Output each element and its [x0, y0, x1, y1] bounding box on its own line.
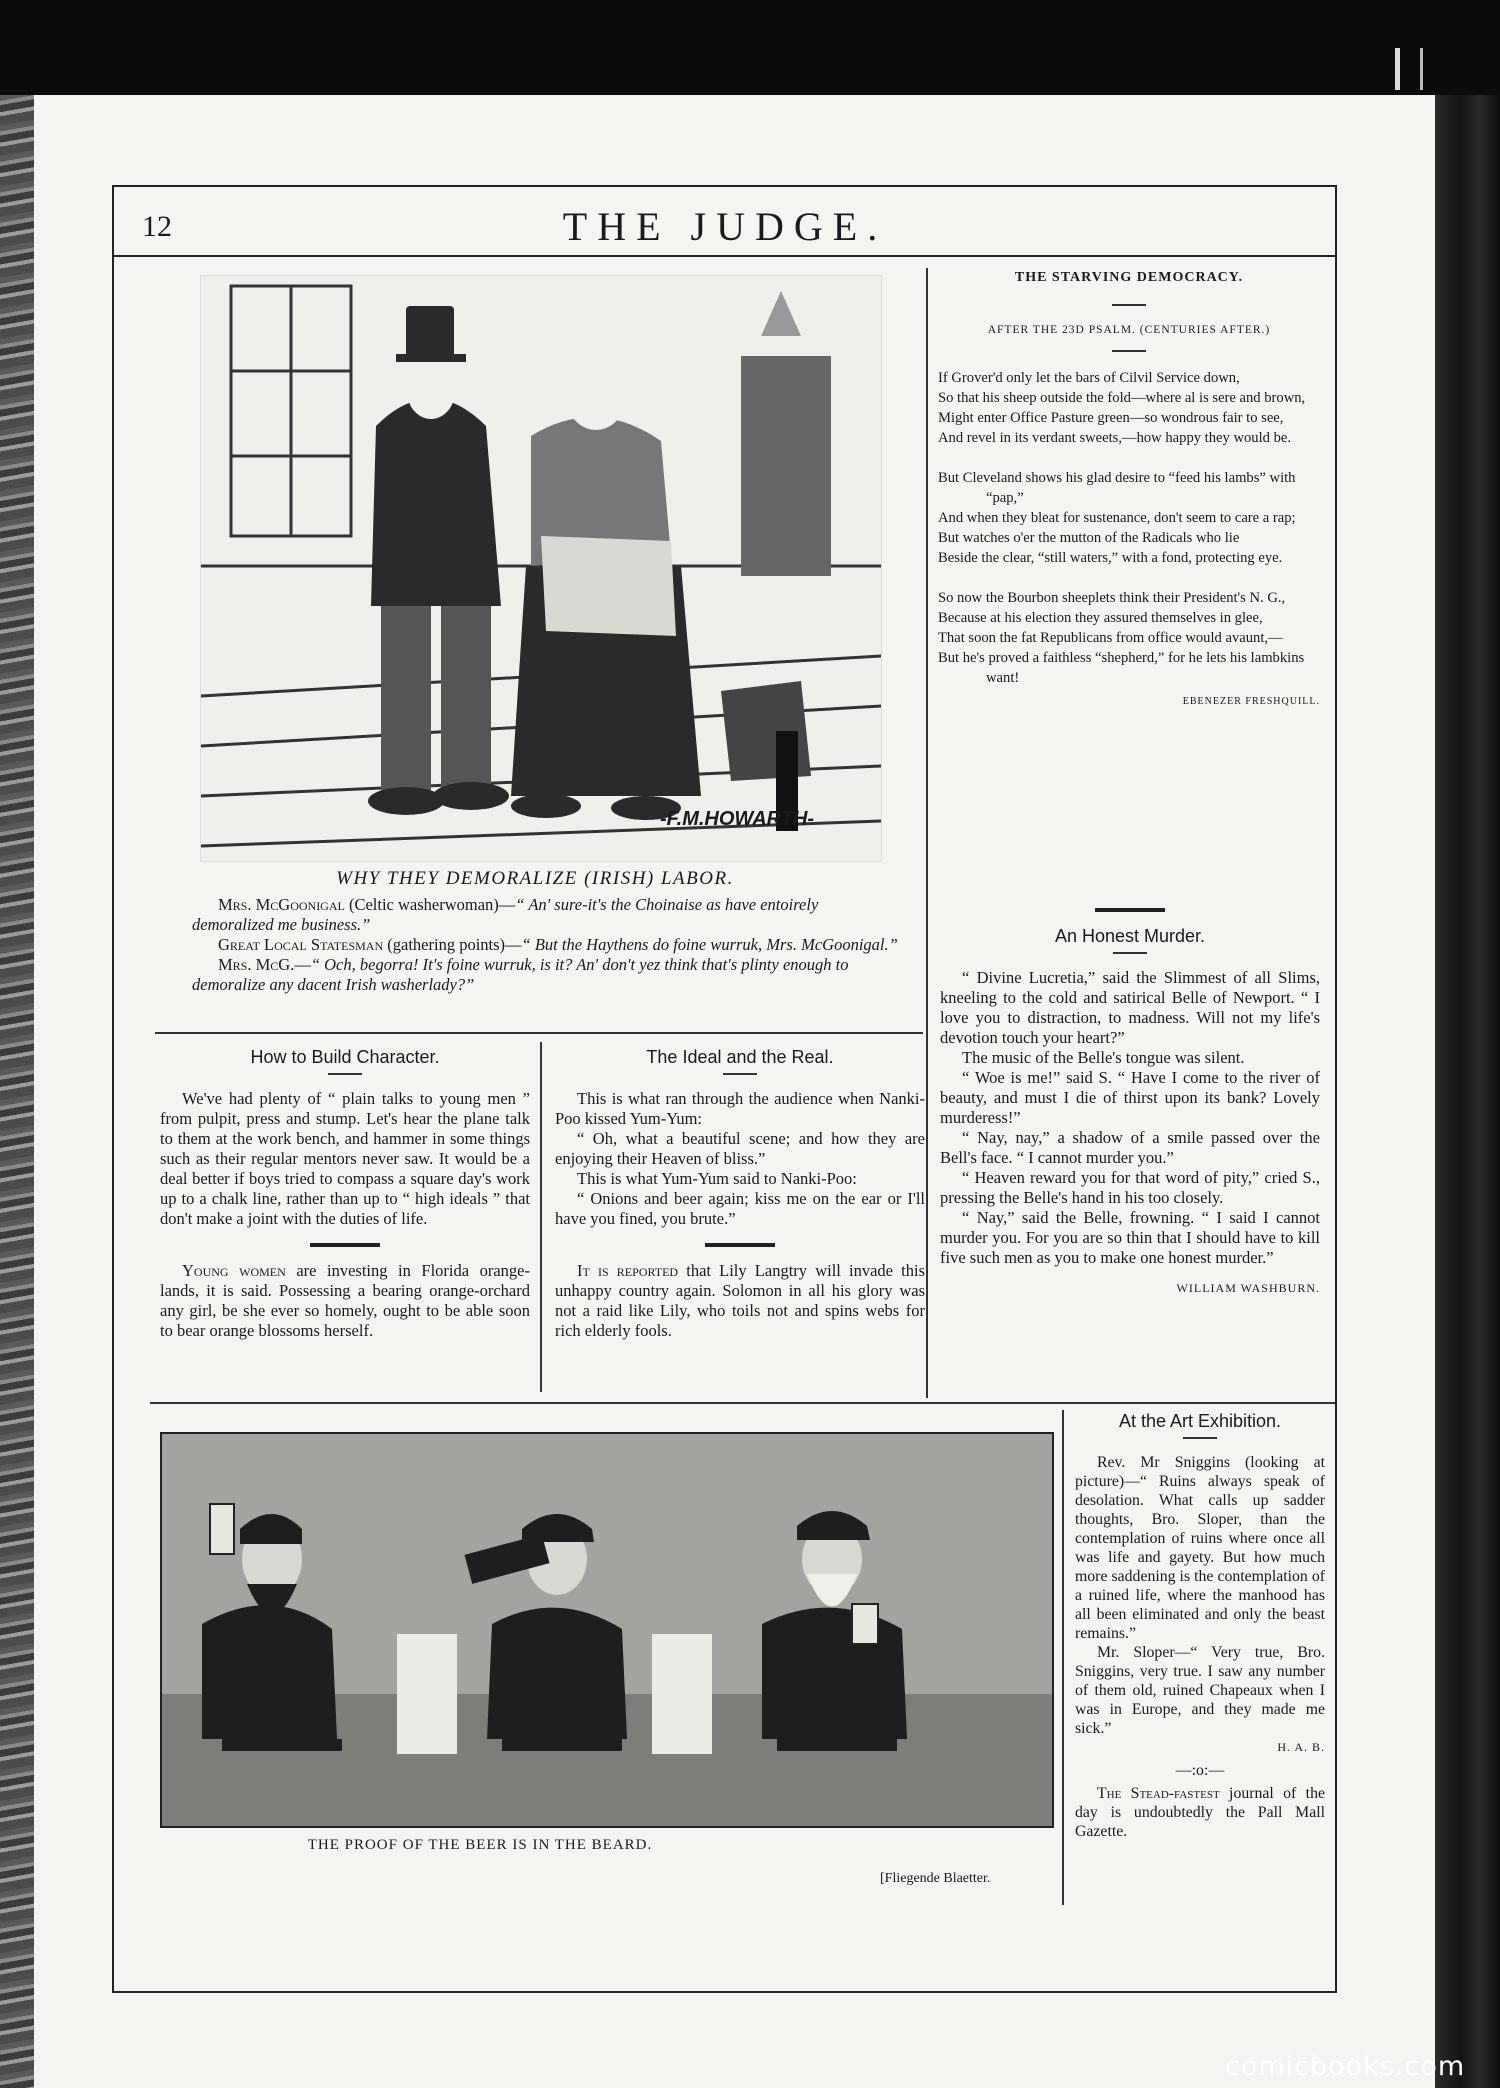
caption-speech: “ An' sure-it's the Choinaise as have entoirely demoralized me business.” [192, 895, 819, 934]
poem-line: But watches o'er the mutton of the Radicals who lie [938, 530, 1240, 546]
poem-line: Because at his election they assured themselves in glee, [938, 610, 1263, 626]
page-clip [1395, 48, 1423, 90]
poem-line: Might enter Office Pasture green—so wondrous fair to see, [938, 410, 1284, 426]
caption-speaker: Great Local Statesman [218, 935, 384, 954]
starving-democracy-poem [938, 268, 1320, 712]
divider [1113, 952, 1147, 954]
art-exhibition-article [1075, 1412, 1325, 1841]
article-paragraph: Mr. Sloper—“ Very true, Bro. Sniggins, very true. I saw any number of them old, ruined Chapeaux when I was in Europe, and they made me sick.” [1075, 1644, 1325, 1737]
caption-line [192, 955, 902, 995]
caption-line [192, 895, 902, 935]
article-paragraph: “ Woe is me!” said S. “ Have I come to the river of beauty, and must I die of thirst upon its bank? Lovely murderess!” [940, 1068, 1320, 1127]
page-number: 12 [142, 210, 172, 243]
article-paragraph: “ Nay, nay,” a shadow of a smile passed over the Bell's face. “ I cannot murder you.” [940, 1128, 1320, 1167]
header-rule [112, 255, 1337, 257]
poem-line: So that his sheep outside the fold—where al is sere and brown, [938, 390, 1306, 406]
article-paragraph: “ Oh, what a beautiful scene; and how they are enjoying their Heaven of bliss.” [555, 1129, 925, 1168]
ideal-real-article [555, 1047, 925, 1341]
site-watermark: comicbooks.com [1225, 2051, 1466, 2082]
washerwoman-drawing [201, 276, 881, 861]
poem-subtitle: AFTER THE 23D PSALM. (CENTURIES AFTER.) [987, 324, 1271, 336]
cartoon-caption [192, 895, 902, 995]
caption-speaker: Mrs. McG. [218, 955, 295, 974]
masthead: THE JUDGE. [562, 204, 888, 249]
divider [723, 1073, 757, 1075]
caption-stage: (Celtic washerwoman)— [348, 895, 516, 914]
article-title: The Ideal and the Real. [646, 1047, 834, 1067]
article-paragraph: Rev. Mr Sniggins (looking at picture)—“ Ruins always speak of desolation. What calls up sadder thoughts, Bro. Sloper, than the contemplation of ruins where once all was life and gayety. But how much more saddening is the contemplation of a ruined life, where the manhood has all been eliminated and only the beast remains.” [1075, 1454, 1325, 1642]
separator: —:o:— [1175, 1762, 1225, 1779]
paragraph-text: are investing in Florida orange-lands, it is said. Possessing a bearing orange-orchard any girl, be she ever so homely, ought to be able soon to bear orange blossoms herself. [160, 1261, 530, 1340]
article-title: At the Art Exhibition. [1118, 1411, 1282, 1431]
caption-stage: (gathering points)— [387, 935, 522, 954]
article-paragraph: We've had plenty of “ plain talks to young men ” from pulpit, press and stump. Let's hear the plane talk to them at the work bench, and hammer in some things such as their regular mentors never saw. It would be a deal better if boys tried to compass a square day's work up to a chalk line, rather than up to “ high ideals ” that don't make a joint with the duties of life. [160, 1089, 530, 1228]
article-title: An Honest Murder. [1054, 926, 1206, 946]
bottom-cartoon-caption: THE PROOF OF THE BEER IS IN THE BEARD. [307, 1837, 653, 1853]
article-paragraph: This is what ran through the audience when Nanki-Poo kissed Yum-Yum: [555, 1089, 925, 1128]
caption-stage: — [294, 955, 311, 974]
caption-speech: “ But the Haythens do foine wurruk, Mrs. McGoonigal.” [521, 935, 898, 954]
section-divider [310, 1243, 380, 1247]
article-title: How to Build Character. [250, 1047, 440, 1067]
column-rule [1062, 1410, 1064, 1905]
honest-murder-article [940, 908, 1320, 1298]
cartoon-source: [Fliegende Blaetter. [880, 1871, 991, 1886]
divider [1183, 1437, 1217, 1439]
paragraph-text: journal of the day is undoubtedly the Pall Mall Gazette. [1075, 1785, 1325, 1840]
poem-line: Beside the clear, “still waters,” with a fond, protecting eye. [938, 550, 1283, 566]
lead-words: It is reported [577, 1261, 679, 1280]
washerwoman-cartoon [200, 275, 882, 862]
article-paragraph: “ Heaven reward you for that word of pity,” cried S., pressing the Belle's hand in his too closely. [940, 1168, 1320, 1207]
section-divider [1095, 908, 1165, 912]
section-divider [705, 1243, 775, 1247]
poem-line: And revel in its verdant sweets,—how happy they would be. [938, 430, 1292, 446]
column-rule [540, 1042, 542, 1392]
article-paragraph [555, 1261, 925, 1341]
article-paragraph: The music of the Belle's tongue was silent. [962, 1048, 1245, 1067]
lead-words: The Stead-fastest [1097, 1785, 1220, 1802]
poem-line: And when they bleat for sustenance, don't seem to care a rap; [938, 510, 1296, 526]
cartoon-title: WHY THEY DEMORALIZE (IRISH) LABOR. [336, 868, 734, 889]
build-character-article [160, 1047, 530, 1341]
article-paragraph: “ Nay,” said the Belle, frowning. “ I said I cannot murder you. For you are so thin that I should have to kill five such men as you to make one honest murder.” [940, 1208, 1320, 1267]
poem-title: THE STARVING DEMOCRACY. [1014, 270, 1244, 285]
caption-line [192, 935, 902, 955]
poem-line: If Grover'd only let the bars of Cilvil Service down, [938, 370, 1240, 386]
beer-drinkers-drawing [162, 1434, 1052, 1826]
poem-line: But Cleveland shows his glad desire to “feed his lambs” with “pap,” [938, 470, 1296, 506]
article-paragraph: “ Onions and beer again; kiss me on the ear or I'll have you fined, you brute.” [555, 1189, 925, 1228]
article-paragraph: “ Divine Lucretia,” said the Slimmest of all Slims, kneeling to the cold and satirical Belle of Newport. “ I love you to distraction, to madness. Will not my life's devotion touch your heart?” [940, 968, 1320, 1047]
poem-line: That soon the fat Republicans from office would avaunt,— [938, 630, 1283, 646]
next-page-edge [1435, 95, 1500, 2088]
book-spine [0, 95, 34, 2088]
caption-speech: “ Och, begorra! It's foine wurruk, is it? An' don't yez think that's plinty enough to demoralize any dacent Irish washerlady?” [192, 955, 849, 994]
column-rule [926, 268, 928, 1398]
poem-author: EBENEZER FRESHQUILL. [1182, 696, 1320, 707]
cartoon-rule [155, 1032, 923, 1034]
article-paragraph [160, 1261, 530, 1341]
beer-beard-cartoon [160, 1432, 1054, 1828]
artist-signature: -F.M.HOWARTH- [660, 808, 815, 830]
divider [328, 1073, 362, 1075]
article-paragraph [1075, 1784, 1325, 1841]
article-paragraph: This is what Yum-Yum said to Nanki-Poo: [577, 1169, 857, 1188]
poem-line: But he's proved a faithless “shepherd,” for he lets his lambkins want! [938, 650, 1305, 686]
caption-speaker: Mrs. McGoonigal [218, 895, 345, 914]
divider [1112, 350, 1146, 352]
divider [1112, 304, 1146, 306]
paragraph-text: that Lily Langtry will invade this unhappy country again. Solomon in all his glory was not a raid like Lily, who toils not and spins webs for rich elderly fools. [555, 1261, 925, 1340]
lead-words: Young women [182, 1261, 286, 1280]
article-author: WILLIAM WASHBURN. [1176, 1281, 1320, 1295]
section-rule [150, 1402, 1335, 1404]
article-author: H. A. B. [1277, 1740, 1325, 1754]
poem-line: So now the Bourbon sheeplets think their President's N. G., [938, 590, 1286, 606]
